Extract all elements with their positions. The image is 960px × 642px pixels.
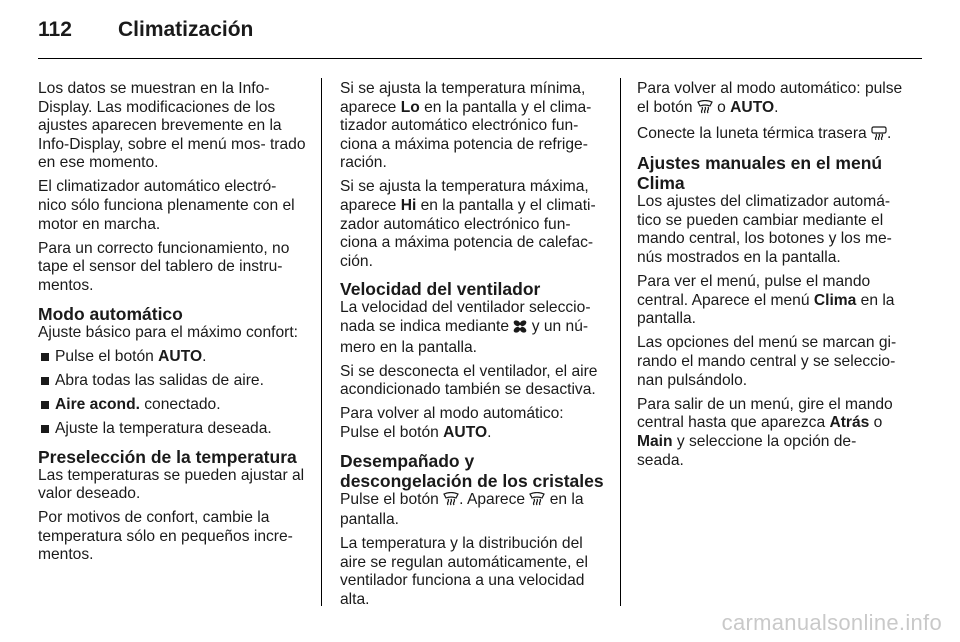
page-header	[38, 18, 253, 42]
heading-ajustes-manuales: Ajustes manuales en el menú Clima	[637, 153, 883, 194]
text: Si se ajusta la temperatura mínima, aparece	[340, 80, 586, 116]
text: en la pantalla y el climati- zador automático electrónico fun- ciona a máxima potencia de calefac- ción.	[340, 197, 596, 270]
header-rule	[38, 58, 922, 59]
paragraph: Para un correcto funcionamiento, no tape el sensor del tablero de instru- mentos.	[38, 239, 290, 294]
windshield-defrost-icon	[443, 492, 459, 512]
bold-text: Atrás	[829, 414, 870, 432]
text: conectado.	[139, 395, 221, 413]
windshield-defrost-icon	[529, 492, 545, 512]
windshield-defrost-icon	[697, 100, 713, 120]
text: en la pantalla y el clima- tizador automático electrónico fun- ciona a máxima potencia de refrige- ración.	[340, 98, 592, 172]
list-item: Abra todas las salidas de aire.	[38, 372, 306, 391]
page-title: Climatización	[118, 18, 254, 41]
paragraph: Por motivos de confort, cambie la temperatura sólo en pequeños incre- mentos.	[38, 509, 293, 564]
text: . Aparece	[459, 490, 530, 508]
text: en la pantalla.	[340, 490, 584, 529]
bold-text: Clima	[813, 291, 857, 309]
text: .	[487, 424, 492, 441]
text: .	[202, 347, 207, 365]
text: Para volver al modo automático: pulse el botón	[637, 80, 903, 116]
text: o	[712, 98, 731, 116]
bullet-list	[38, 348, 306, 439]
paragraph: Ajuste básico para el máximo confort:	[38, 323, 299, 341]
column-2	[340, 80, 606, 615]
column-divider-2	[620, 78, 621, 606]
paragraph: Los ajustes del climatizador automá- tico se pueden cambiar mediante el mando central, los botones y los me- nús mostrados en la pantalla.	[637, 193, 892, 267]
bold-text: Lo	[400, 98, 420, 116]
paragraph: Las opciones del menú se marcan gi- rando el mando central y se seleccio- nan pulsándolo.	[637, 334, 897, 389]
list-item	[38, 396, 306, 415]
list-item	[38, 348, 306, 367]
bold-text: Hi	[400, 197, 417, 215]
paragraph: El climatizador automático electró- nico sólo funciona plenamente con el motor en marcha.	[38, 178, 295, 233]
watermark: carmanualsonline.info	[721, 610, 942, 635]
page-number: 112	[38, 18, 72, 41]
column-3	[637, 80, 905, 476]
text: Para ver el menú, pulse el mando central. Aparece el menú	[637, 273, 871, 309]
paragraph	[637, 80, 905, 119]
paragraph: Los datos se muestran en la Info-Display. Las modificaciones de los ajustes aparecen brevemente en la Info-Display, sobre el menú mos- trado en ese momento.	[38, 80, 306, 172]
bold-text: AUTO	[443, 424, 488, 441]
text: Pulse el botón	[340, 490, 444, 508]
text: y un nú- mero en la pantalla.	[340, 318, 589, 356]
fan-icon	[513, 320, 527, 339]
bold-text: Main	[637, 432, 673, 450]
text: Pulse el botón	[55, 347, 159, 365]
rear-window-heating-icon	[871, 126, 887, 146]
bold-text: Aire acond.	[55, 395, 140, 413]
paragraph	[340, 299, 606, 357]
paragraph	[340, 178, 606, 271]
text: .	[887, 124, 892, 142]
heading-preseleccion: Preselección de la temperatura	[38, 446, 297, 467]
column-1	[38, 80, 306, 570]
column-divider-1	[321, 78, 322, 606]
paragraph: Las temperaturas se pueden ajustar al valor deseado.	[38, 466, 305, 503]
text: La velocidad del ventilador seleccio- nada se indica mediante	[340, 299, 591, 336]
text: Si se ajusta la temperatura máxima, aparece	[340, 178, 589, 215]
bold-text: AUTO	[158, 347, 203, 365]
paragraph	[340, 491, 606, 530]
paragraph	[637, 125, 905, 146]
text: .	[774, 98, 779, 116]
list-item: Ajuste la temperatura deseada.	[38, 420, 306, 439]
heading-modo-automatico: Modo automático	[38, 303, 183, 324]
heading-desempanado: Desempañado y descongelación de los cristales	[340, 450, 604, 491]
text: y seleccione la opción de- seada.	[637, 432, 857, 469]
paragraph	[637, 396, 905, 470]
text: Conecte la luneta térmica trasera	[637, 124, 872, 142]
text: en la pantalla.	[637, 291, 895, 328]
text: Para salir de un menú, gire el mando central hasta que aparezca	[637, 395, 893, 432]
heading-velocidad-ventilador: Velocidad del ventilador	[340, 279, 541, 300]
paragraph	[340, 80, 606, 173]
paragraph	[637, 273, 905, 329]
bold-text: AUTO	[730, 98, 775, 116]
text: o	[869, 414, 883, 432]
paragraph	[340, 405, 606, 442]
paragraph: Si se desconecta el ventilador, el aire acondicionado también se desactiva.	[340, 362, 598, 399]
paragraph: La temperatura y la distribución del aire se regulan automáticamente, el ventilador funciona a una velocidad alta.	[340, 535, 588, 609]
text: Para volver al modo automático: Pulse el botón	[340, 405, 564, 441]
